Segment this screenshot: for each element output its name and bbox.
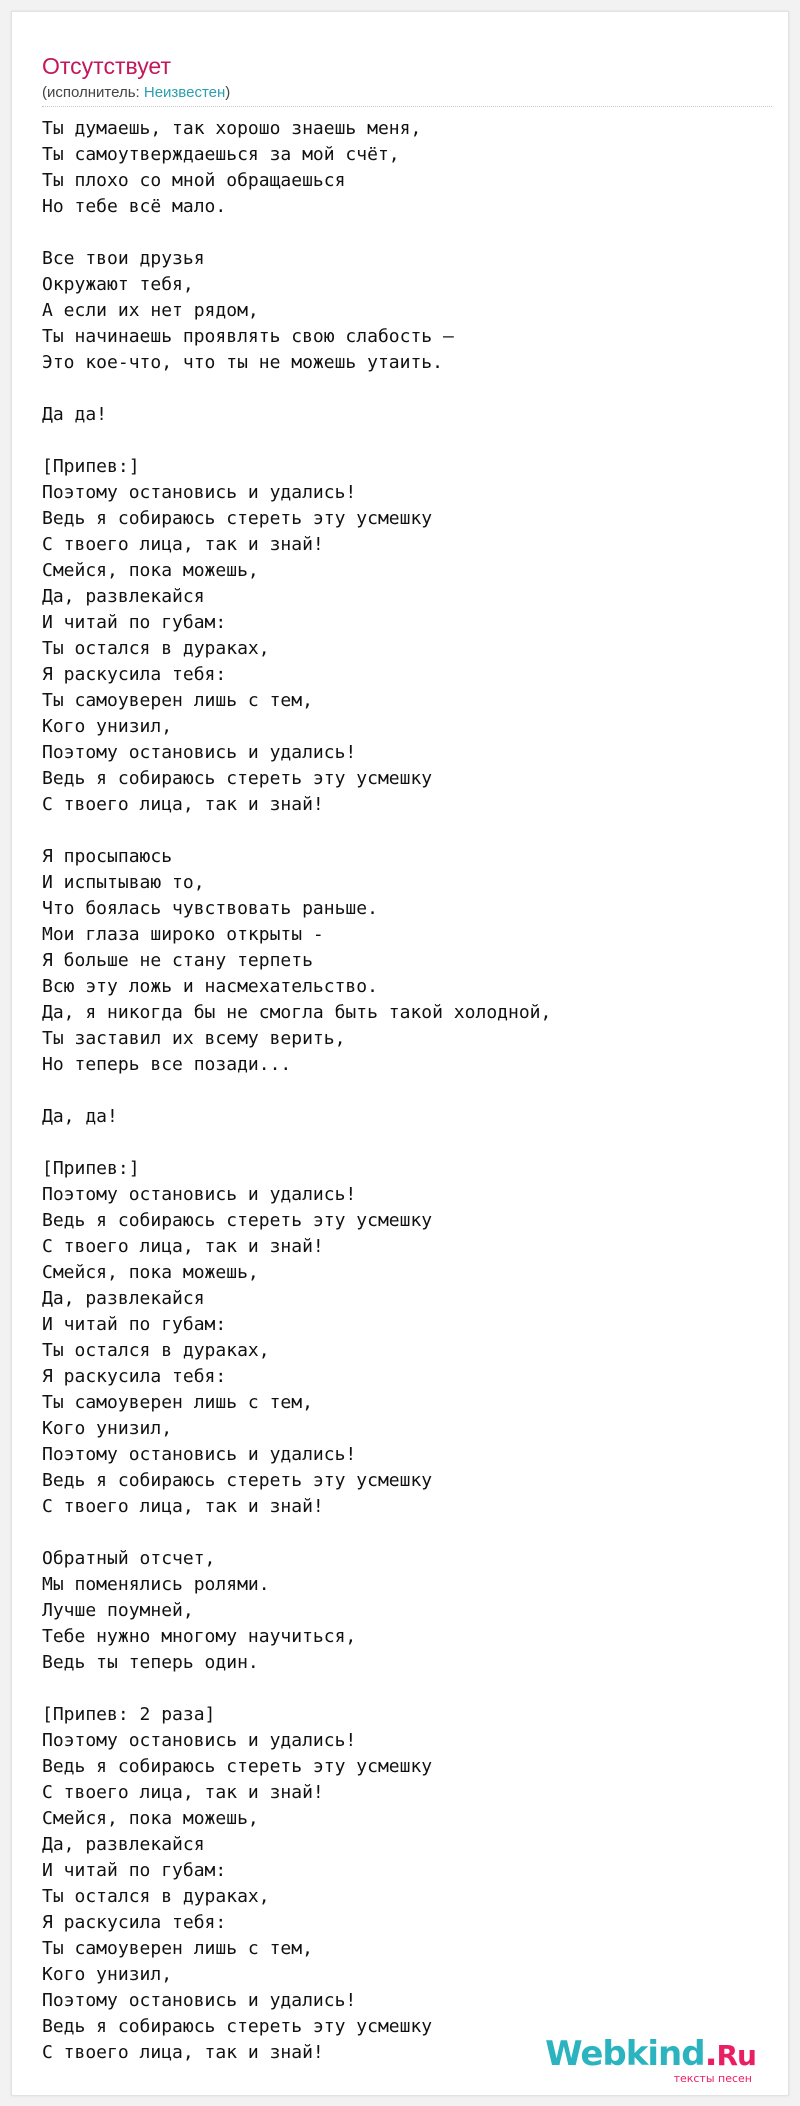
song-title: Отсутствует [42, 53, 171, 79]
logo-tld: Ru [716, 2039, 756, 2072]
artist-link[interactable]: Неизвестен [143, 84, 226, 101]
artist-suffix: ) [225, 84, 231, 101]
header-divider [42, 106, 772, 107]
logo-tagline: тексты песен [673, 2072, 752, 2085]
logo-wordmark [545, 2036, 756, 2074]
lyrics-text: Ты думаешь, так хорошо знаешь меня, Ты самоутверждаешься за мой счёт, Ты плохо со мной обращаешься Но тебе всё мало. Все твои друзья Окружают тебя, А если их нет рядом, Ты начинаешь проявлять свою слабость – Это кое-что, что ты не можешь утаить. Да да! [Припев:] Поэтому остановись и удались! Ведь я собираюсь стереть эту усмешку С твоего лица, так и знай! Смейся, пока можешь, Да, развлекайся И читай по губам: Ты остался в дураках, Я раскусила тебя: Ты самоуверен лишь с тем, Кого унизил, Поэтому остановись и удались! Ведь я собираюсь стереть эту усмешку С твоего лица, так и знай! Я просыпаюсь И испытываю то, Что боялась чувствовать раньше. Мои глаза широко открыты - Я больше не стану терпеть Всю эту ложь и насмехательство. Да, я никогда бы не смогла быть такой холодной, Ты заставил их всему верить, Но теперь все позади... Да, да! [Припев:] Поэтому остановись и удались! Ведь я собираюсь стереть эту усмешку С твоего лица, так и знай! Смейся, пока можешь, Да, развлекайся И читай по губам: Ты остался в дураках, Я раскусила тебя: Ты самоуверен лишь с тем, Кого унизил, Поэтому остановись и удались! Ведь я собираюсь стереть эту усмешку С твоего лица, так и знай! Обратный отсчет, Мы поменялись ролями. Лучше поумней, Тебе нужно многому научиться, Ведь ты теперь один. [Припев: 2 раза] Поэтому остановись и удались! Ведь я собираюсь стереть эту усмешку С твоего лица, так и знай! Смейся, пока можешь, Да, развлекайся И читай по губам: Ты остался в дураках, Я раскусила тебя: Ты самоуверен лишь с тем, Кого унизил, Поэтому остановись и удались! Ведь я собираюсь стереть эту усмешку С твоего лица, так и знай! [42, 118, 552, 2063]
artist-line [42, 84, 230, 102]
logo-dot: . [704, 2034, 717, 2074]
artist-prefix: (исполнитель: [42, 84, 144, 101]
logo-name: Webkind [545, 2034, 705, 2074]
lyrics-card [11, 11, 789, 2096]
site-logo[interactable] [545, 2036, 756, 2085]
